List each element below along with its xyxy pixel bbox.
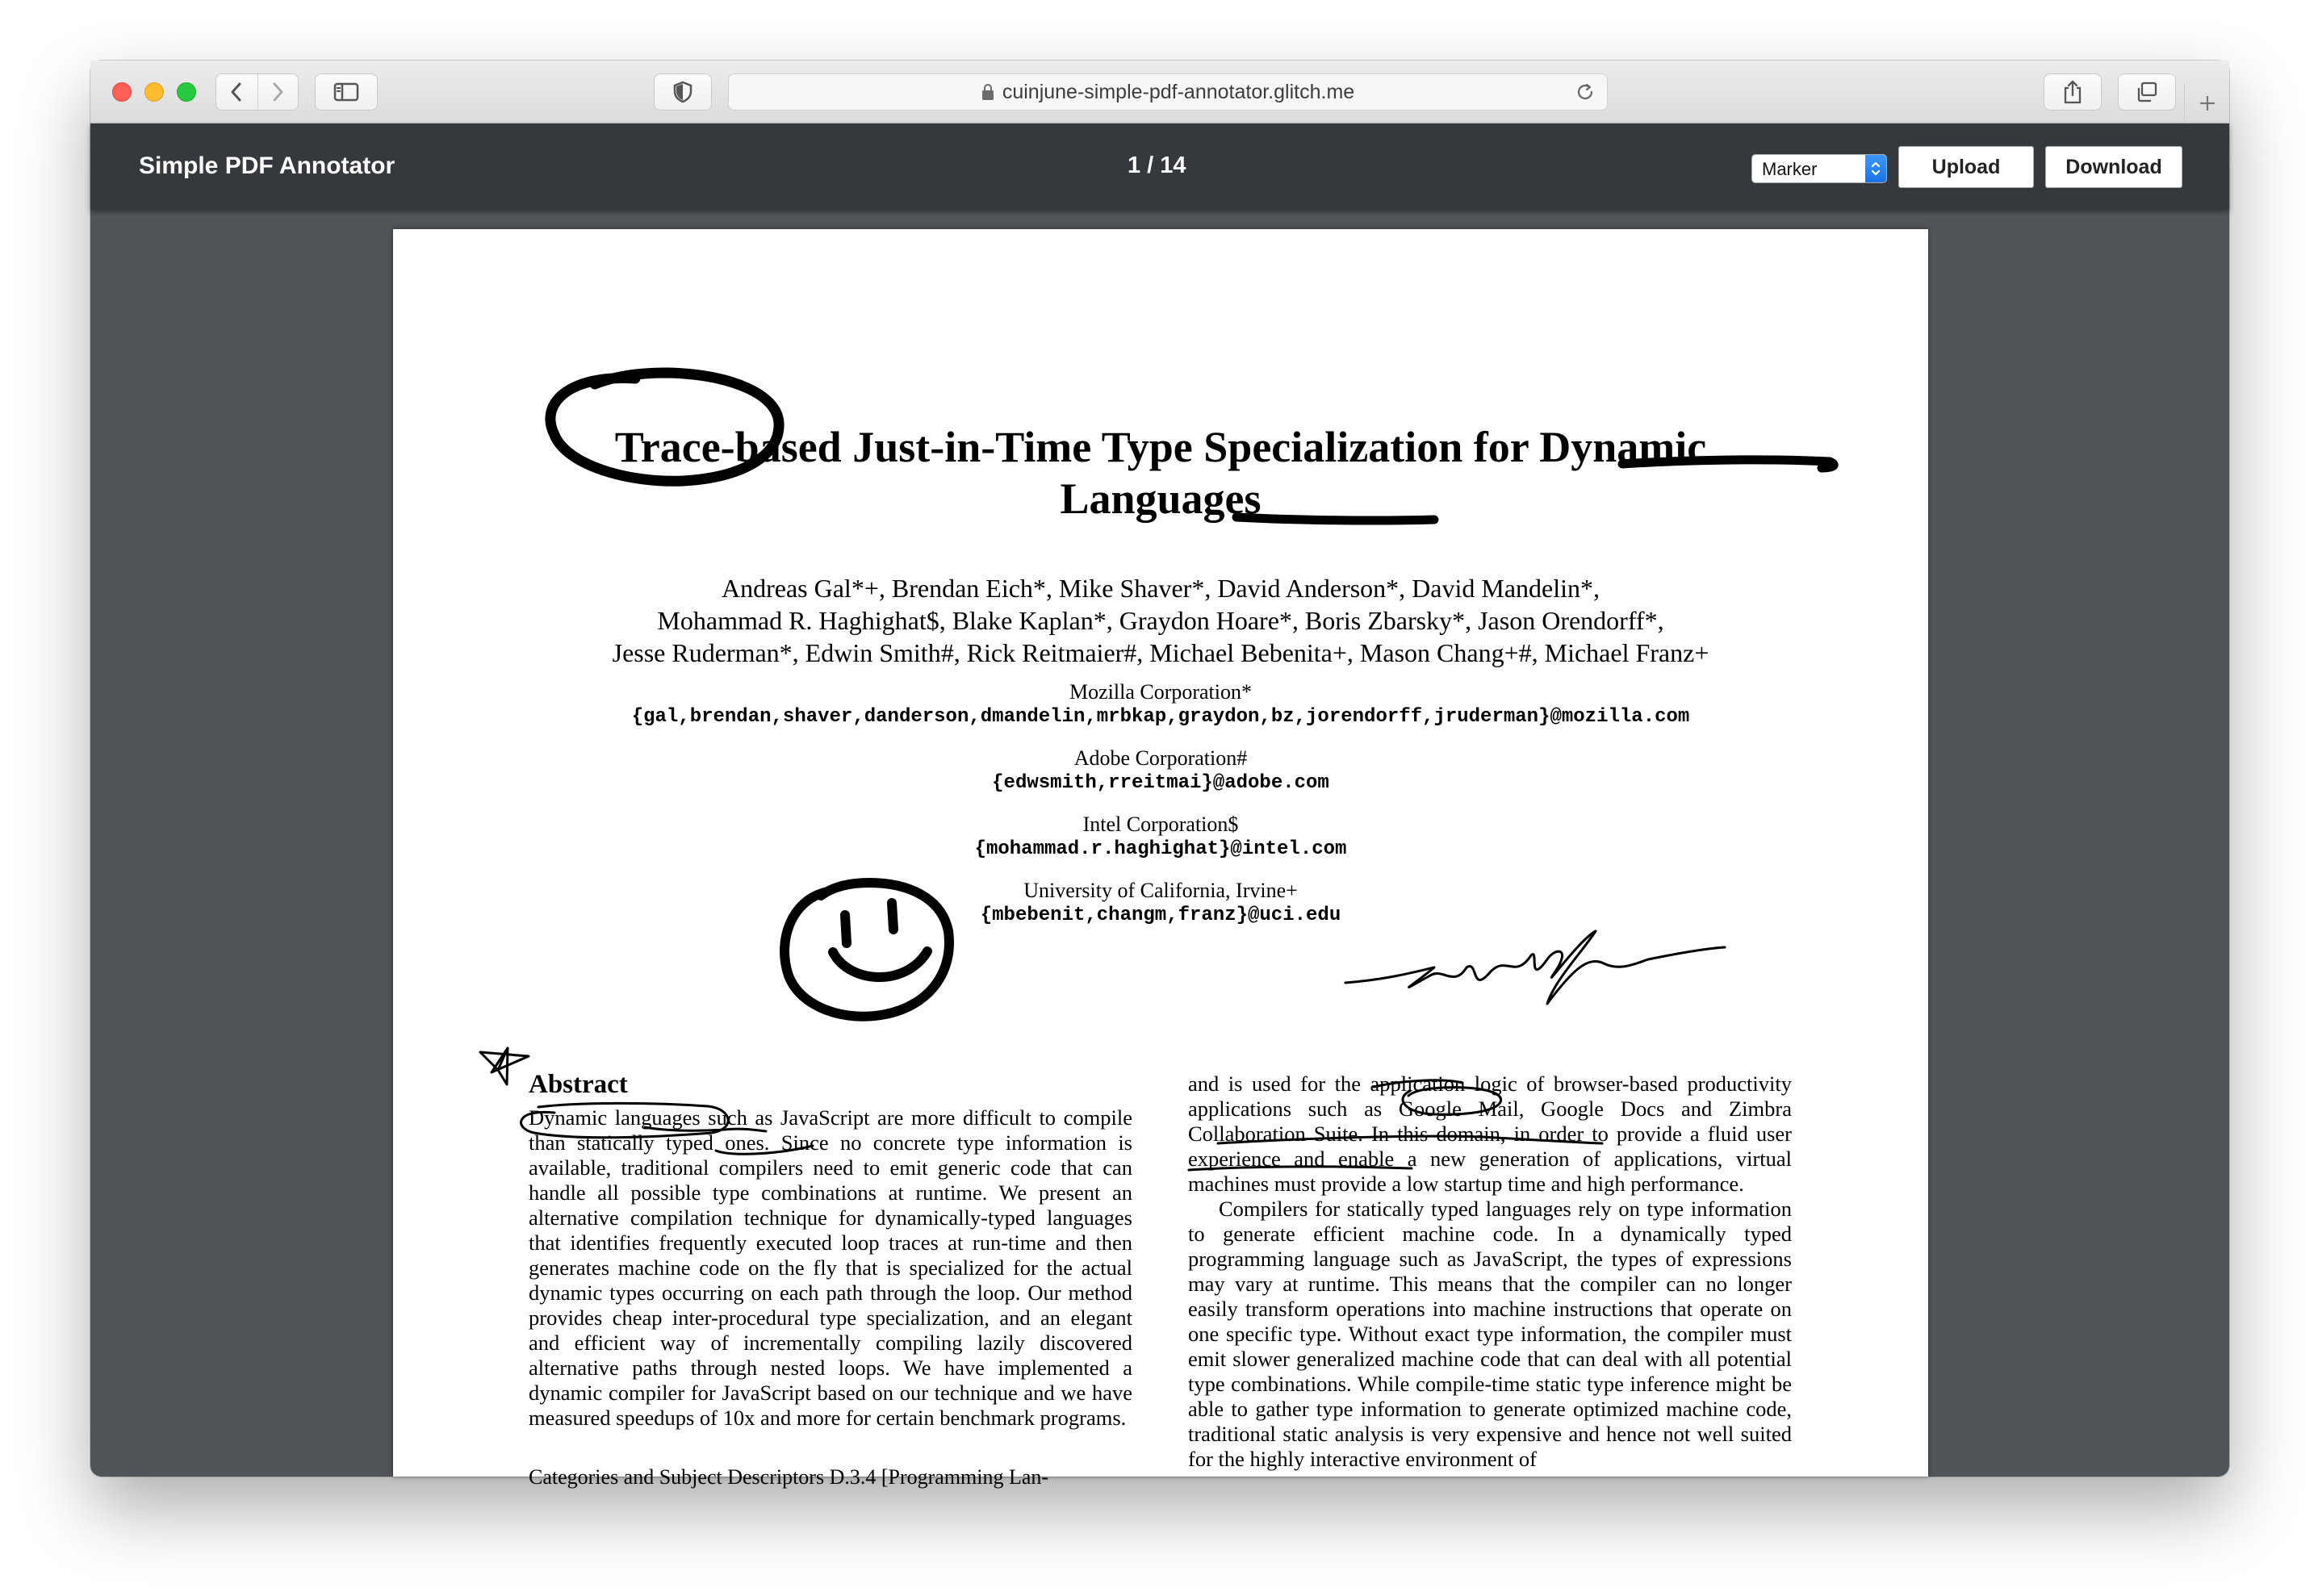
upload-button[interactable]: Upload — [1898, 146, 2034, 188]
tab-overview-button[interactable] — [2118, 73, 2176, 111]
intro-paragraph-1: and is used for the application logic of browser-based productivity applications such as Google Mail, Google Docs and Zimbra Collaboration Suite. In this domain, in order to provide a fluid user experience and enable a new generation of applications, virtual machines must provide a low startup time and high performance. — [1188, 1072, 1792, 1196]
privacy-report-button[interactable] — [654, 73, 712, 111]
affiliation-org: University of California, Irvine+ — [1023, 879, 1298, 902]
title-line-2: Languages — [1060, 474, 1262, 523]
cut-off-text: Categories and Subject Descriptors D.3.4 [Programming Lan- — [529, 1465, 1049, 1489]
url-text: cuinjune-simple-pdf-annotator.glitch.me — [1002, 80, 1355, 103]
chevron-left-icon — [228, 81, 245, 102]
authors-line-1: Andreas Gal*+, Brendan Eich*, Mike Shaver*, David Anderson*, David Mandelin*, — [721, 574, 1600, 603]
annotation-signature — [1345, 931, 1725, 1004]
author-list — [393, 572, 1928, 669]
affiliation-org: Mozilla Corporation* — [1069, 680, 1252, 704]
plus-icon — [2198, 94, 2217, 113]
share-icon — [2062, 79, 2083, 105]
affiliation-email: {mbebenit,changm,franz}@uci.edu — [980, 905, 1341, 926]
affiliation-email: {edwsmith,rreitmai}@adobe.com — [992, 772, 1329, 794]
forward-button[interactable] — [257, 74, 299, 110]
intro-paragraph-2: Compilers for statically typed languages rely on type information to generate efficient machine code. In a dynamically typed programming language such as JavaScript, the types of expressions may vary at runtime. This means that the compiler can no longer easily transform operations into machine instructions that operate on one specific type. Without exact type information, the compiler must emit slower generalized machine code that can deal with all potential type combinations. While compile-time static type inference might be able to gather type information to generate optimized machine code, traditional static analysis is very expensive and hence not well suited for the highly interactive environment of — [1188, 1197, 1792, 1471]
reload-icon[interactable] — [1575, 81, 1596, 102]
paper-title — [393, 421, 1928, 524]
download-button[interactable]: Download — [2045, 146, 2182, 188]
shield-icon — [673, 81, 692, 103]
close-window-button[interactable] — [112, 82, 132, 102]
affiliation-adobe — [393, 746, 1928, 796]
app-title: Simple PDF Annotator — [139, 152, 395, 179]
title-line-1: Trace-based Just-in-Time Type Specialization for Dynamic — [614, 423, 1707, 471]
new-tab-button[interactable] — [2184, 83, 2229, 123]
authors-line-3: Jesse Ruderman*, Edwin Smith#, Rick Reitmaier#, Michael Bebenita+, Mason Chang+#, Michael Franz+ — [612, 638, 1709, 667]
zoom-window-button[interactable] — [177, 82, 196, 102]
annotation-star — [480, 1048, 529, 1084]
minimize-window-button[interactable] — [144, 82, 164, 102]
select-arrows-icon — [1865, 155, 1886, 182]
affiliation-mozilla — [393, 679, 1928, 729]
app-header — [90, 123, 2229, 210]
abstract-column — [529, 1105, 1132, 1431]
annotation-smiley-mouth — [833, 951, 927, 977]
affiliation-org: Adobe Corporation# — [1073, 746, 1248, 770]
authors-line-2: Mohammad R. Haghighat$, Blake Kaplan*, Graydon Hoare*, Boris Zbarsky*, Jason Orendorff*, — [657, 606, 1664, 635]
sidebar-icon — [333, 82, 359, 102]
affiliation-intel — [393, 812, 1928, 862]
abstract-heading: Abstract — [529, 1070, 628, 1099]
address-bar[interactable] — [728, 73, 1608, 111]
affiliation-uci — [393, 878, 1928, 928]
sidebar-toggle-button[interactable] — [315, 73, 378, 111]
page-indicator: 1 / 14 — [1128, 152, 1186, 178]
abstract-text: Dynamic languages such as JavaScript are more difficult to compile than statically typed ones. Since no concrete type information is available, traditional compilers need to emit generic code that can handle all possible type combinations at runtime. We present an alternative compilation technique for dynamically-typed languages that identifies frequently executed loop traces at run-time and then generates machine code on the fly that is specialized for the actual dynamic types occurring on each path through the loop. Our method provides cheap inter-procedural type specialization, and an elegant and efficient way of incrementally compiling lazily discovered alternative paths through nested loops. We have implemented a dynamic compiler for JavaScript based on our technique and we have measured speedups of 10x and more for certain benchmark programs. — [529, 1105, 1132, 1430]
intro-column — [1188, 1072, 1792, 1472]
history-nav — [215, 73, 299, 111]
tool-select-value: Marker — [1762, 159, 1818, 179]
pdf-page[interactable] — [393, 229, 1928, 1489]
affiliation-email: {gal,brendan,shaver,danderson,dmandelin,mrbkap,graydon,bz,jorendorff,jruderman}@mozilla.com — [631, 706, 1690, 728]
back-button[interactable] — [216, 74, 257, 110]
browser-window — [90, 61, 2229, 1489]
affiliation-email: {mohammad.r.haghighat}@intel.com — [974, 838, 1347, 860]
tabs-icon — [2136, 81, 2158, 102]
affiliation-org: Intel Corporation$ — [1082, 813, 1239, 836]
chevron-right-icon — [270, 81, 286, 102]
browser-toolbar — [90, 61, 2229, 123]
share-button[interactable] — [2044, 73, 2102, 111]
tool-select[interactable] — [1751, 154, 1887, 183]
lock-icon — [981, 83, 994, 101]
